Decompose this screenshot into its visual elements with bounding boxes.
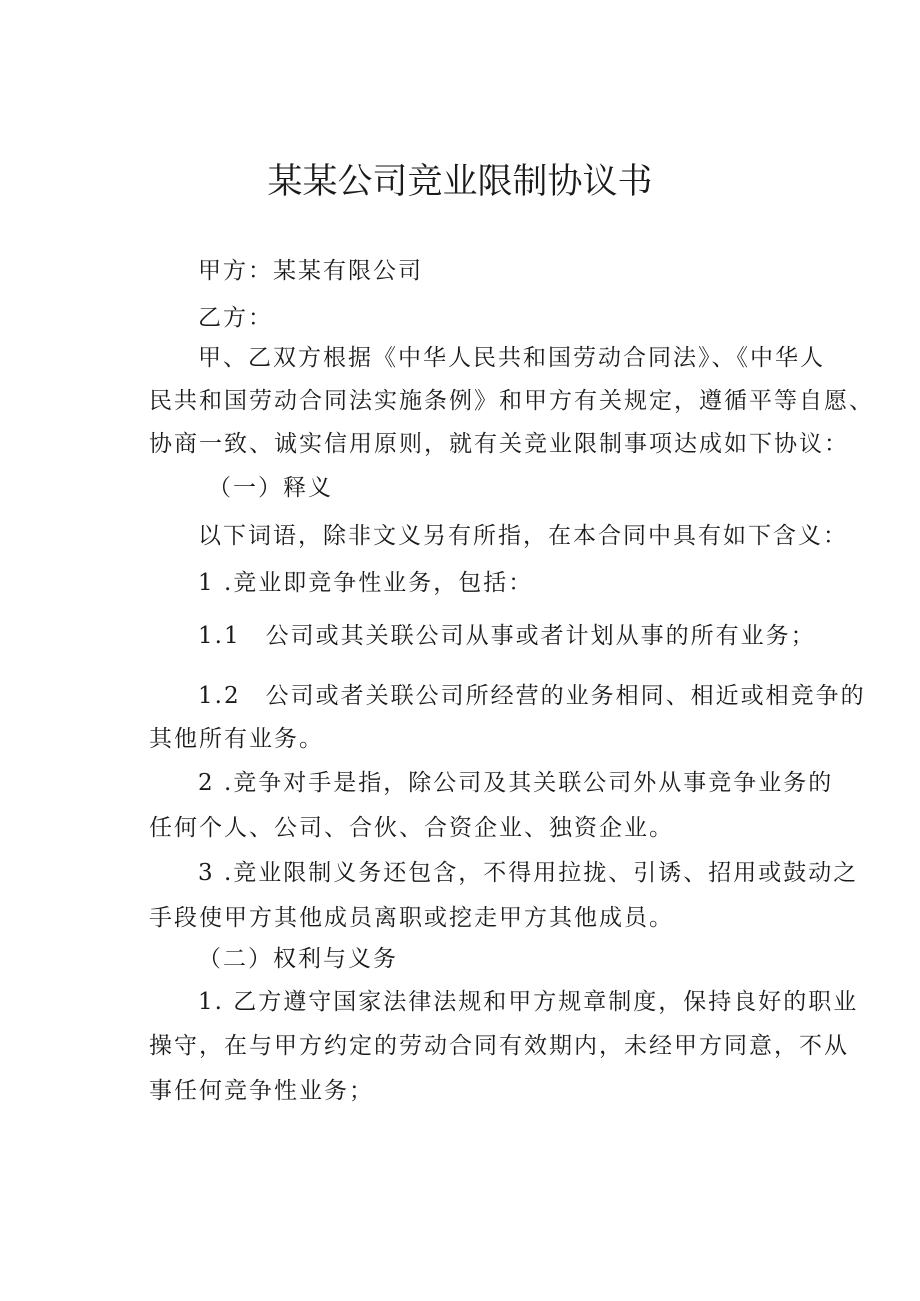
rights-clause-1-line-3: 事任何竞争性业务； (149, 1078, 374, 1104)
party-b-line: 乙方： (198, 305, 273, 331)
intro-line-3: 协商一致、诚实信用原则，就有关竞业限制事项达成如下协议： (149, 431, 849, 457)
rights-clause-1-line-2: 操守，在与甲方约定的劳动合同有效期内，未经甲方同意，不从 (149, 1033, 849, 1059)
clause-2-line-2: 任何个人、公司、合伙、合资企业、独资企业。 (149, 815, 674, 841)
clause-2-line-1: 2 .竞争对手是指，除公司及其关联公司外从事竞争业务的 (198, 770, 834, 796)
document-title: 某某公司竞业限制协议书 (267, 162, 653, 202)
clause-1-2-line-1: 1.2 公司或者关联公司所经营的业务相同、相近或相竞争的 (198, 683, 866, 709)
rights-clause-1-line-1: 1. 乙方遵守国家法律法规和甲方规章制度，保持良好的职业 (198, 989, 859, 1015)
clause-3-line-1: 3 .竞业限制义务还包含，不得用拉拢、引诱、招用或鼓动之 (198, 860, 859, 886)
clause-1: 1 .竞业即竞争性业务，包括： (198, 570, 534, 596)
intro-line-1: 甲、乙双方根据《中华人民共和国劳动合同法》、《中华人 (198, 345, 825, 371)
definitions-intro: 以下词语，除非文义另有所指，在本合同中具有如下含义： (198, 523, 848, 549)
section-1-heading: （一）释义 (208, 475, 333, 501)
clause-1-1: 1.1 公司或其关联公司从事或者计划从事的所有业务； (198, 623, 816, 649)
section-2-heading: （二）权利与义务 (198, 946, 398, 972)
clause-3-line-2: 手段使甲方其他成员离职或挖走甲方其他成员。 (149, 905, 674, 931)
clause-1-2-line-2: 其他所有业务。 (149, 726, 324, 752)
party-a-line: 甲方：某某有限公司 (198, 258, 423, 284)
intro-line-2: 民共和国劳动合同法实施条例》和甲方有关规定，遵循平等自愿、 (149, 388, 874, 414)
